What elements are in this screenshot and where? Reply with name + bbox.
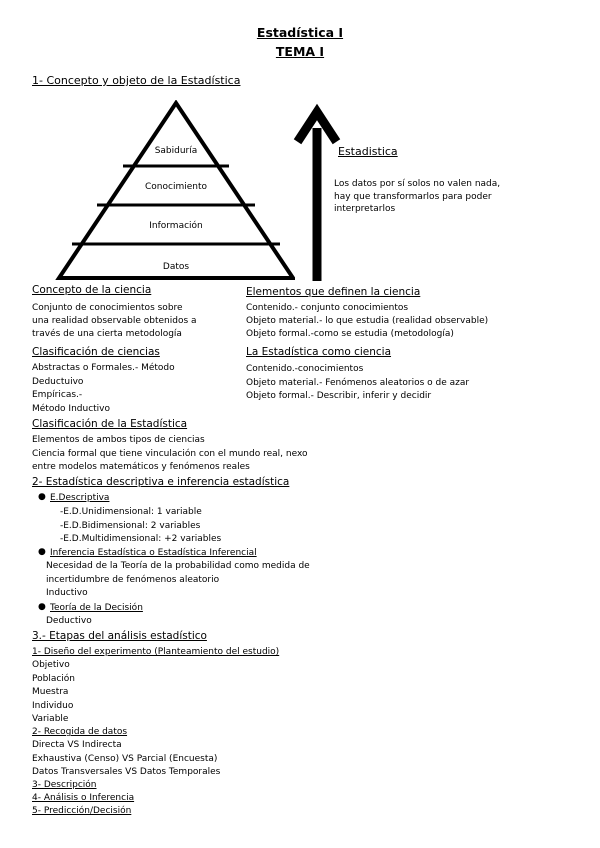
clasif-ciencias-heading: Clasificación de ciencias (32, 346, 160, 358)
concepto-heading: Concepto de la ciencia (32, 284, 152, 296)
descriptiva-text: -E.D.Unidimensional: 1 variable -E.D.Bidimensional: 2 variables -E.D.Multidimensional: +2 variables (60, 507, 222, 544)
elementos-heading: Elementos que definen la ciencia (246, 286, 421, 298)
decision-text: Deductivo (46, 616, 92, 626)
knowledge-pyramid (55, 100, 295, 280)
pyramid-level-wisdom: Sabiduría (154, 146, 198, 156)
document-title: Estadística I (256, 25, 344, 40)
section1-heading: 1- Concepto y objeto de la Estadística (32, 74, 241, 87)
arrow-label: Estadistica (338, 145, 398, 158)
etapa4-title: 4- Análisis o Inferencia (32, 793, 135, 803)
inferencia-text: Necesidad de la Teoría de la probabilidad como medida de incertidumbre de fenómenos aleatorio Inductivo (46, 561, 310, 598)
pyramid-level-information: Información (149, 221, 203, 231)
bullet-icon: ● (38, 602, 46, 612)
pyramid-level-knowledge: Conocimiento (145, 182, 207, 192)
etapa5-title: 5- Predicción/Decisión (32, 806, 132, 816)
estadistica-ciencia-heading: La Estadística como ciencia (246, 346, 392, 358)
bullet-inferencia-title: Inferencia Estadística o Estadística Inferencial (50, 548, 257, 558)
elementos-text: Contenido.- conjunto conocimientos Objeto material.- lo que estudia (realidad observable) Objeto formal.-como se estudia (metodología) (246, 303, 489, 339)
section2-heading: 2- Estadística descriptiva e inferencia estadística (32, 476, 290, 488)
etapa2-list: Directa VS Indirecta Exhaustiva (Censo) VS Parcial (Encuesta) Datos Transversales VS Datos Temporales (32, 740, 221, 777)
concepto-text: Conjunto de conocimientos sobre una realidad observable obtenidos a través de una cierta metodología (32, 303, 197, 339)
estadistica-ciencia-text: Contenido.-conocimientos Objeto material.- Fenómenos aleatorios o de azar Objeto formal.- Describir, inferir y decidir (246, 364, 470, 401)
bullet-decision-title: Teoría de la Decisión (50, 603, 143, 613)
etapa1-title: 1- Diseño del experimento (Planteamiento del estudio) (32, 647, 280, 657)
bullet-icon: ● (38, 547, 46, 557)
clasif-estadistica-text: Elementos de ambos tipos de ciencias Ciencia formal que tiene vinculación con el mundo real, nexo entre modelos matemáticos y fenómenos reales (32, 435, 308, 472)
etapa1-list: Objetivo Población Muestra Individuo Variable (32, 660, 76, 724)
etapa2-title: 2- Recogida de datos (32, 727, 128, 737)
section3-heading: 3.- Etapas del análisis estadístico (32, 630, 207, 642)
document-subtitle: TEMA I (275, 44, 325, 59)
pyramid-level-data: Datos (162, 262, 190, 272)
bullet-icon: ● (38, 492, 46, 502)
etapa3-title: 3- Descripción (32, 780, 97, 790)
arrow-description: Los datos por sí solos no valen nada, hay que transformarlos para poder interpretarlos (334, 179, 501, 214)
clasif-estadistica-heading: Clasificación de la Estadística (32, 418, 188, 430)
clasif-ciencias-text: Abstractas o Formales.- Método Deductuivo Empíricas.- Método Inductivo (32, 363, 175, 414)
bullet-descriptiva-title: E.Descriptiva (50, 493, 110, 503)
